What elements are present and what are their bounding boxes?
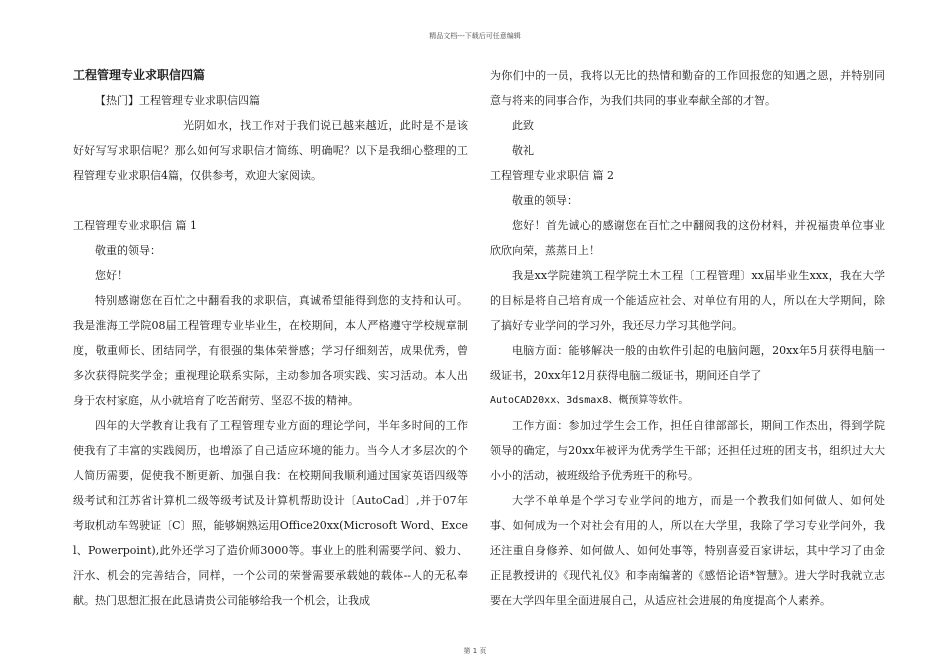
letter-2-paragraph-3-software: AutoCAD20xx、3dsmax8、概预算等软件。 xyxy=(490,395,689,406)
page-footer: 第 1 页 xyxy=(463,647,487,655)
intro-paragraph: 光阴如水，找工作对于我们说已越来越近，此时是不是该好好写写求职信呢？那么如何写求职信才简练、明确呢？以下是我细心整理的工程管理专业求职信4篇，仅供参考，欢迎大家阅读。 xyxy=(73,119,468,182)
letter-1-heading: 工程管理专业求职信 篇 1 xyxy=(73,219,197,232)
letter-1-paragraph-2: 四年的大学教育让我有了工程管理专业方面的理论学问，半年多时间的工作使我有了丰富的实践阅历，也增添了自己适应环境的能力。当今人才多层次的个人简历需要，促使我不断更新、加强自我：在校期间我顺利通过国家英语四级等级考试和江苏省计算机二级等级考试及计算机帮助设计〔AutoCad〕,并于07年考取机动车驾驶证〔C〕照，能够娴熟运用Office20xx(Microsoft Word、Excel、Powerpoint),此外还学习了造价师3000等。事业上的胜利需要学问、毅力、汗水、机会的完善结合，同样，一个公司的荣誉需要承载她的载体--人的无私奉献。热门思想汇报在此恳请贵公司能够给我一个机会，让我成 xyxy=(73,419,468,607)
left-column xyxy=(73,63,468,613)
spacer xyxy=(73,188,468,213)
letter-2-paragraph-1: 您好！首先诚心的感谢您在百忙之中翻阅我的这份材料，并祝福贵单位事业欣欣向荣，蒸蒸日上！ xyxy=(490,219,885,257)
letter-2-paragraph-5: 大学不单单是个学习专业学问的地方，而是一个教我们如何做人、如何处事、如何成为一个对社会有用的人，所以在大学里，我除了学习专业学问外，我还注重自身修养、如何做人、如何处事等，特别喜爱百家讲坛，其中学习了由金正昆教授讲的《现代礼仪》和李南编著的《感悟论语*智慧》。进大学时我就立志要在大学四年里全面进展自己，从适应社会进展的角度提高个人素养。 xyxy=(490,494,885,607)
letter-2-salutation: 敬重的领导： xyxy=(512,194,578,207)
right-column xyxy=(490,63,885,613)
letter-2-paragraph-3: 电脑方面：能够解决一般的由软件引起的电脑问题，20xx年5月获得电脑一级证书，20xx年12月获得电脑二级证书，期间还自学了 xyxy=(490,344,885,382)
page-header: 精品文档---下载后可任意编辑 xyxy=(429,32,521,40)
letter-2-heading: 工程管理专业求职信 篇 2 xyxy=(490,169,614,182)
letter-1-paragraph-1: 特别感谢您在百忙之中翻看我的求职信，真诚希望能得到您的支持和认可。我是淮海工学院08届工程管理专业毕业生，在校期间，本人严格遵守学校规章制度，敬重师长、团结同学，有很强的集体荣誉感；学习仔细刻苦，成果优秀，曾多次获得院奖学金；重视理论联系实际，主动参加各项实践、实习活动。本人出身于农村家庭，从小就培育了吃苦耐劳、坚忍不拔的精神。 xyxy=(73,294,468,407)
hot-line: 【热门】工程管理专业求职信四篇 xyxy=(95,94,260,107)
letter-2-paragraph-2: 我是xx学院建筑工程学院土木工程〔工程管理〕xx届毕业生xxx，我在大学的目标是将自己培育成一个能适应社会、对单位有用的人，所以在大学期间，除了搞好专业学问的学习外，我还尽力学习其他学问。 xyxy=(490,269,885,332)
letter-1-paragraph-continued: 为你们中的一员，我将以无比的热情和勤奋的工作回报您的知遇之恩，并特别同意与将来的同事合作，为我们共同的事业奉献全部的才智。 xyxy=(490,69,885,107)
letter-1-greeting: 您好！ xyxy=(95,269,128,282)
letter-1-salutation: 敬重的领导： xyxy=(95,244,161,257)
letter-2-paragraph-4: 工作方面：参加过学生会工作，担任自律部部长，期间工作杰出，得到学院领导的确定，与20xx年被评为优秀学生干部；还担任过班的团支书，组织过大大小小的活动，被班级给予优秀班干的称号。 xyxy=(490,419,885,482)
closing-regards: 此致 xyxy=(512,119,534,132)
closing-salute: 敬礼 xyxy=(512,144,534,157)
document-title: 工程管理专业求职信四篇 xyxy=(73,68,206,82)
